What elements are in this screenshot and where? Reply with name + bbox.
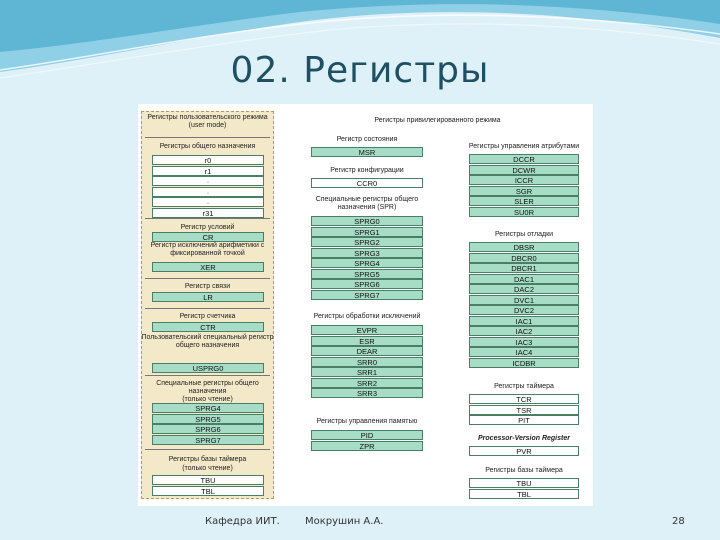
register-cell: · bbox=[152, 187, 264, 197]
timer-title: Регистры таймера bbox=[494, 383, 554, 390]
section-divider bbox=[145, 278, 270, 279]
register-cell: LR bbox=[152, 292, 264, 302]
slide-title: 02. Регистры bbox=[230, 50, 490, 91]
register-cell: SLER bbox=[469, 196, 579, 206]
register-cell: SPRG7 bbox=[311, 290, 423, 300]
register-cell: IAC4 bbox=[469, 347, 579, 357]
register-cell: · bbox=[152, 197, 264, 207]
register-cell: EVPR bbox=[311, 325, 423, 335]
register-cell: DBSR bbox=[469, 242, 579, 252]
register-cell: CTR bbox=[152, 322, 264, 332]
register-cell: ICDBR bbox=[469, 358, 579, 368]
register-cell: DEAR bbox=[311, 346, 423, 356]
gpr-title: Регистры общего назначения bbox=[159, 143, 256, 150]
register-cell: ICCR bbox=[469, 175, 579, 185]
register-cell: TBU bbox=[469, 478, 579, 488]
usprg-title: Пользовательский специальный регистр общего назначения bbox=[141, 334, 274, 349]
register-cell: SPRG6 bbox=[311, 279, 423, 289]
register-cell: SRR2 bbox=[311, 378, 423, 388]
register-cell: ESR bbox=[311, 336, 423, 346]
register-cell: SGR bbox=[469, 186, 579, 196]
register-cell: TBL bbox=[152, 486, 264, 496]
register-cell: SRR0 bbox=[311, 357, 423, 367]
register-cell: SPRG4 bbox=[311, 258, 423, 268]
ctr-title: Регистр счетчика bbox=[179, 313, 236, 320]
register-cell: PVR bbox=[469, 446, 579, 456]
user-mode-header: Регистры пользовательского режима (user mode) bbox=[147, 114, 268, 129]
register-cell: · bbox=[152, 176, 264, 186]
register-cell: r0 bbox=[152, 155, 264, 165]
register-cell: SPRG5 bbox=[152, 414, 264, 424]
register-cell: DAC1 bbox=[469, 274, 579, 284]
user-tb-title: Регистры базы таймера bbox=[168, 456, 247, 463]
register-cell: SPRG5 bbox=[311, 269, 423, 279]
register-cell: DBCR1 bbox=[469, 263, 579, 273]
register-cell: SRR3 bbox=[311, 388, 423, 398]
section-divider bbox=[145, 137, 270, 138]
lr-title: Регистр связи bbox=[184, 283, 231, 290]
exc-title: Регистры обработки исключений bbox=[313, 313, 421, 320]
register-cell: XER bbox=[152, 262, 264, 272]
privileged-header: Регистры привилегированного режима bbox=[374, 117, 501, 124]
register-cell: CCR0 bbox=[311, 178, 423, 188]
register-cell: SU0R bbox=[469, 207, 579, 217]
register-cell: PID bbox=[311, 430, 423, 440]
register-cell: r1 bbox=[152, 166, 264, 176]
attr-title: Регистры управления атрибутами bbox=[468, 143, 580, 150]
register-cell: IAC1 bbox=[469, 316, 579, 326]
register-cell: SPRG6 bbox=[152, 424, 264, 434]
section-divider bbox=[145, 375, 270, 376]
register-cell: IAC2 bbox=[469, 326, 579, 336]
spr-title: Специальные регистры общего назначения (SPR) bbox=[315, 196, 419, 211]
register-cell: SPRG3 bbox=[311, 248, 423, 258]
register-cell: DCCR bbox=[469, 154, 579, 164]
register-cell: TCR bbox=[469, 394, 579, 404]
register-cell: DAC2 bbox=[469, 284, 579, 294]
user-sprg-title: Специальные регистры общего назначения bbox=[156, 380, 259, 395]
cr-title: Регистр условий bbox=[180, 224, 235, 231]
user-tb-note: (только чтение) bbox=[182, 465, 233, 472]
register-cell: SPRG4 bbox=[152, 403, 264, 413]
register-cell: SPRG7 bbox=[152, 435, 264, 445]
debug-title: Регистры отладки bbox=[494, 231, 554, 238]
register-cell: DVC1 bbox=[469, 295, 579, 305]
pvr-title: Processor-Version Register bbox=[478, 435, 570, 442]
register-cell: SPRG2 bbox=[311, 237, 423, 247]
register-cell: IAC3 bbox=[469, 337, 579, 347]
register-cell: PIT bbox=[469, 415, 579, 425]
register-cell: CR bbox=[152, 232, 264, 242]
user-sprg-note: (только чтение) bbox=[182, 396, 233, 403]
register-cell: MSR bbox=[311, 147, 423, 157]
page-number: 28 bbox=[672, 516, 685, 527]
register-cell: ZPR bbox=[311, 441, 423, 451]
section-divider bbox=[145, 308, 270, 309]
register-cell: TSR bbox=[469, 405, 579, 415]
msr-title: Регистр состояния bbox=[336, 136, 398, 143]
register-cell: USPRG0 bbox=[152, 363, 264, 373]
section-divider bbox=[145, 449, 270, 450]
register-cell: SPRG1 bbox=[311, 227, 423, 237]
register-cell: DCWR bbox=[469, 165, 579, 175]
register-cell: TBU bbox=[152, 475, 264, 485]
register-cell: DVC2 bbox=[469, 305, 579, 315]
register-cell: r31 bbox=[152, 208, 264, 218]
register-cell: SPRG0 bbox=[311, 216, 423, 226]
xer-title: Регистр исключений арифметики с фиксированной точкой bbox=[150, 242, 265, 257]
footer-department: Кафедра ИИТ. bbox=[205, 516, 280, 527]
register-cell: SRR1 bbox=[311, 367, 423, 377]
section-divider bbox=[145, 218, 270, 219]
register-cell: TBL bbox=[469, 489, 579, 499]
config-title: Регистр конфигурации bbox=[330, 167, 404, 174]
priv-tb-title: Регистры базы таймера bbox=[485, 467, 563, 474]
mem-title: Регистры управления памятью bbox=[316, 418, 418, 425]
register-cell: DBCR0 bbox=[469, 253, 579, 263]
footer-author: Мокрушин А.А. bbox=[305, 516, 384, 527]
